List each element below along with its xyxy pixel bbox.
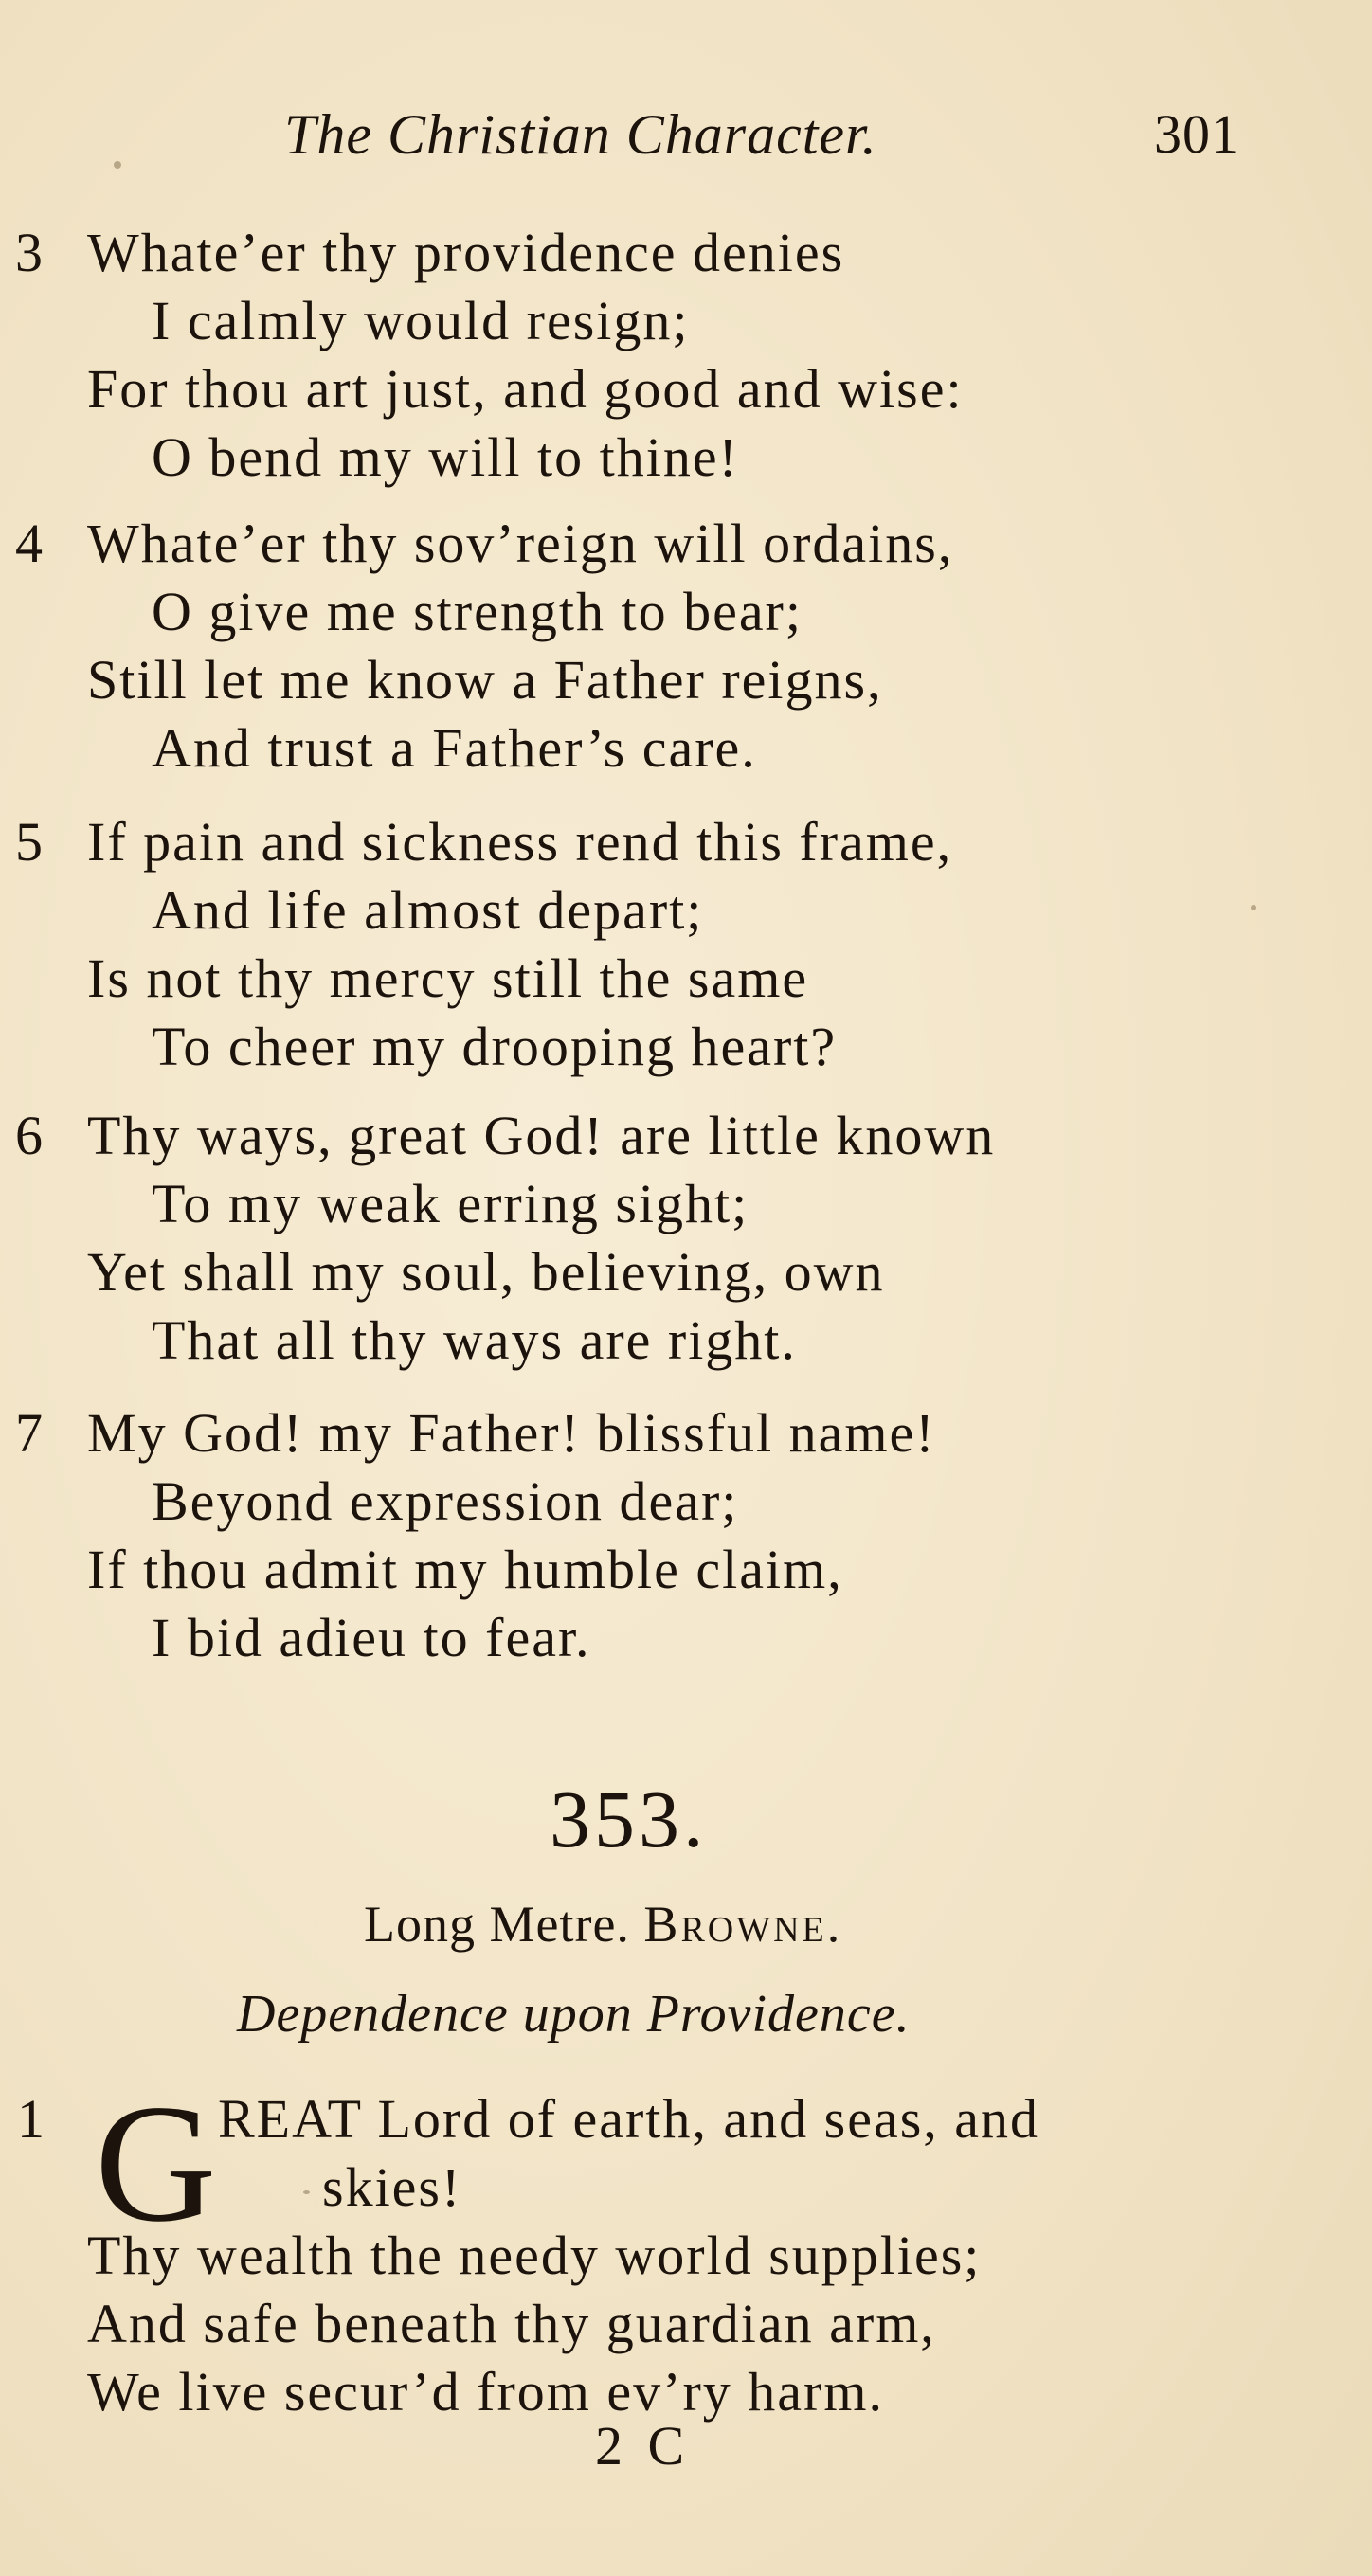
ink-speck xyxy=(114,161,121,169)
drop-cap: G xyxy=(95,2069,217,2257)
ink-speck xyxy=(303,2190,310,2194)
verse-number: 7 xyxy=(15,1402,43,1464)
verse-line: We live secur’d from ev’ry harm. xyxy=(87,2361,884,2423)
verse-line: I calmly would resign; xyxy=(152,290,690,351)
verse-line: My God! my Father! blissful name! xyxy=(87,1402,936,1464)
hymn-meter xyxy=(364,1895,842,1954)
verse-line: Still let me know a Father reigns, xyxy=(87,649,883,711)
verse-line: And safe beneath thy guardian arm, xyxy=(87,2293,936,2354)
verse-line: Whate’er thy providence denies xyxy=(87,222,845,283)
running-title: The Christian Character. xyxy=(284,103,877,166)
verse-number: 4 xyxy=(15,513,43,574)
verse-line: Whate’er thy sov’reign will ordains, xyxy=(87,513,954,574)
verse-line: REAT Lord of earth, and seas, and xyxy=(218,2088,1040,2150)
verse-line: Yet shall my soul, believing, own xyxy=(87,1241,885,1303)
signature-mark: 2 C xyxy=(595,2415,691,2477)
page-number: 301 xyxy=(1154,103,1239,165)
verse-line: That all thy ways are right. xyxy=(152,1309,797,1371)
verse-number: 1 xyxy=(17,2088,45,2150)
verse-line: If pain and sickness rend this frame, xyxy=(87,811,953,873)
verse-line: I bid adieu to fear. xyxy=(152,1607,591,1668)
meter-name: Long Metre. xyxy=(364,1896,630,1953)
hymn-number: 353. xyxy=(550,1774,708,1864)
verse-line: skies! xyxy=(322,2156,462,2218)
verse-line: And trust a Father’s care. xyxy=(152,717,757,779)
verse-line: O bend my will to thine! xyxy=(152,426,739,488)
verse-line: If thou admit my humble claim, xyxy=(87,1539,843,1600)
verse-line: O give me strength to bear; xyxy=(152,581,803,642)
verse-number: 3 xyxy=(15,222,43,283)
hymn-subject: Dependence upon Providence. xyxy=(237,1985,911,2044)
hymn-author: Browne. xyxy=(643,1896,843,1953)
verse-line: Thy wealth the needy world supplies; xyxy=(87,2225,982,2286)
verse-line: Thy ways, great God! are little known xyxy=(87,1105,996,1166)
verse-line: To cheer my drooping heart? xyxy=(152,1016,838,1077)
verse-number: 6 xyxy=(15,1105,43,1166)
verse-line: For thou art just, and good and wise: xyxy=(87,358,964,420)
verse-line: Beyond expression dear; xyxy=(152,1470,739,1532)
verse-line: And life almost depart; xyxy=(152,879,704,941)
verse-line: To my weak erring sight; xyxy=(152,1173,749,1234)
verse-line: Is not thy mercy still the same xyxy=(87,947,809,1009)
ink-speck xyxy=(1251,905,1256,910)
verse-number: 5 xyxy=(15,811,43,873)
